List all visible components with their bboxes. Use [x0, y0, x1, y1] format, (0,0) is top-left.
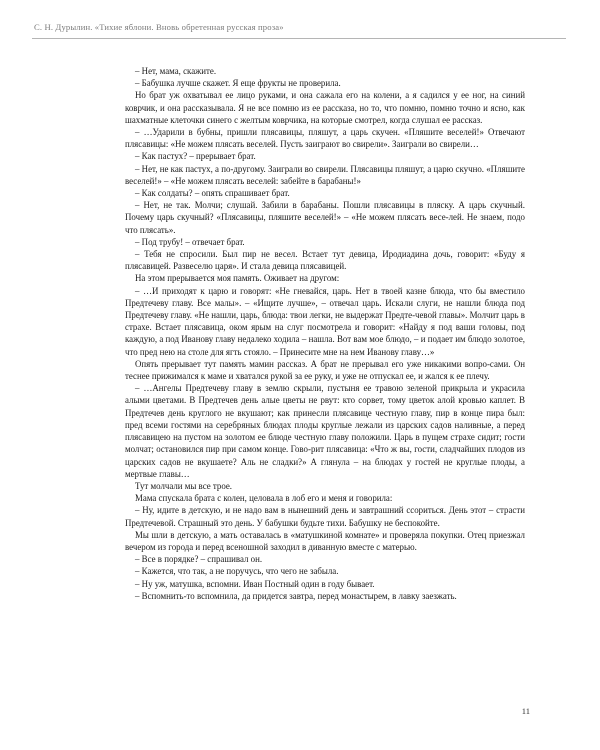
paragraph: – Нет, не так. Молчи; слушай. Забили в барабаны. Пошли плясавицы в пляску. А царь скучный. Почему царь скучный? «Плясавицы, пляшите веселей!» – «Не можем плясать весе-лей. Не знаем, подо что плясать». — [125, 200, 525, 235]
paragraph: – Ну уж, матушка, вспомни. Иван Постный один в году бывает. — [135, 578, 375, 589]
paragraph: Тут молчали мы все трое. — [135, 480, 233, 491]
paragraph: – …Ангелы Предтечеву главу в землю скрыли, пустыня ее травою зеленой прикрыла и украсила алыми цветами. В Предтечев день алые цветы не рвут: кто сорвет, тому цветок алой кровью каплет. В Предтечев день круглого не вкушают; как принесли плясавице честную главу, пир в конце пира был: пред всеми гостями на серебряных блюдах плоды круглые лежали из царских садов наливные, а перед плясавицею на пустом на золотом ее блюде честную главу положили. Царь в пущем страхе сидит; гости молчат; остановился пир при самом конце. Гово-рит плясавица: «Что ж вы, гости, сладчайших плодов из царских садов не вкушаете? Аль не сладки?» А глянула – на блюдах у гостей не круглые плоды, а мертвые главы… — [125, 383, 525, 479]
paragraph: Опять прерывает тут память мамин рассказ. А брат не прерывал его уже никакими вопро-сами. Он теснее прижимался к маме и хватался рукой за ее руку, и уже не отпускал ее, и жался к ее плечу. — [125, 358, 525, 382]
paragraph: – Нет, мама, скажите. — [135, 66, 217, 76]
paragraph: – Как солдаты? – опять спрашивает брат. — [135, 188, 290, 199]
paragraph: Мы шли в детскую, а мать оставалась в «матушкиной комнате» и проверяла покупки. Отец приезжал вечером из города и перед всеношной заходил в диванную вместе с матерью. — [125, 529, 525, 552]
paragraph: Но брат уж охватывал ее лицо руками, и она сажала его на колени, а я садился у ее ног, на синий коврчик, и она рассказывала. Я не все помню из ее рассказа, но то, что помню, помню точно и ясно, как шахматные клеточки синего с желтым коврчика, на которые смотрел, когда слушал ее рассказ. — [125, 90, 525, 125]
paragraph: – Нет, не как пастух, а по-другому. Заиграли во свирели. Плясавицы пляшут, а царю скучно. «Пляшите веселей!» – «Не можем плясать веселей: забейте в барабаны!» — [125, 163, 525, 186]
header-rule — [32, 38, 566, 39]
paragraph: – …Ударили в бубны, пришли плясавицы, пляшут, а царь скучен. «Пляшите веселей!» Отвечают плясавицы: «Не можем плясать веселей. Пусть заиграют во свирели». Заиграли во свирели… — [125, 127, 525, 150]
paragraph: – Кажется, что так, а не поручусь, что чего не забыла. — [135, 566, 339, 577]
paragraph: – Бабушка лучше скажет. Я еще фрукты не проверила. — [135, 78, 341, 89]
paragraph: – Под трубу! – отвечает брат. — [135, 236, 245, 247]
paragraph: Мама спускала брата с колен, целовала в лоб его и меня и говорила: — [135, 493, 393, 504]
body-text — [125, 65, 525, 602]
paragraph: – Тебя не спросили. Был пир не весел. Встает тут девица, Иродиадина дочь, говорит: «Буду я плясавицей. Развеселю царя». И стала девица плясавицей. — [125, 249, 525, 272]
paragraph: – Как пастух? – прерывает брат. — [135, 151, 256, 162]
paragraph: – Ну, идите в детскую, и не надо вам в нынешний день и завтрашний ссориться. День этот – страсти Предтечевой. Страшный это день. У бабушки будьте тихи. Бабушку не беспокойте. — [125, 505, 525, 528]
paragraph: – …И приходят к царю и говорят: «Не гневайся, царь. Нет в твоей казне блюда, что бы вместило Предтечеву главу. Все малы». – «Ищите лучше», – отвечал царь. Искали слуги, не нашли блюда под Предтечеву главу. «Не нашли, царь, блюда: твои легки, не выдержат Предте-чевой главы». Молчит царь в страхе. Встает плясавица, оком ярым на слуг посмотрела и говорит: «Найду я под ваши головы, под каждую, а под Иванову главу недалеко ходила – нашла. Вот вам мое блюдо, – и подает им блюдо золотое, что пред нею на столе для ягть стояло. – Принесите мне на нем Иванову главу…» — [125, 285, 525, 357]
paragraph: – Все в порядке? – спрашивал он. — [135, 554, 263, 565]
paragraph: – Вспомнить-то вспомнила, да придется завтра, перед монастырем, в лавку заезжать. — [135, 590, 457, 601]
running-head: С. Н. Дурылин. «Тихие яблони. Вновь обретенная русская проза» — [34, 22, 284, 32]
page-number: 11 — [521, 706, 530, 716]
paragraph: На этом прерывается моя память. Оживает на другом: — [135, 273, 340, 284]
